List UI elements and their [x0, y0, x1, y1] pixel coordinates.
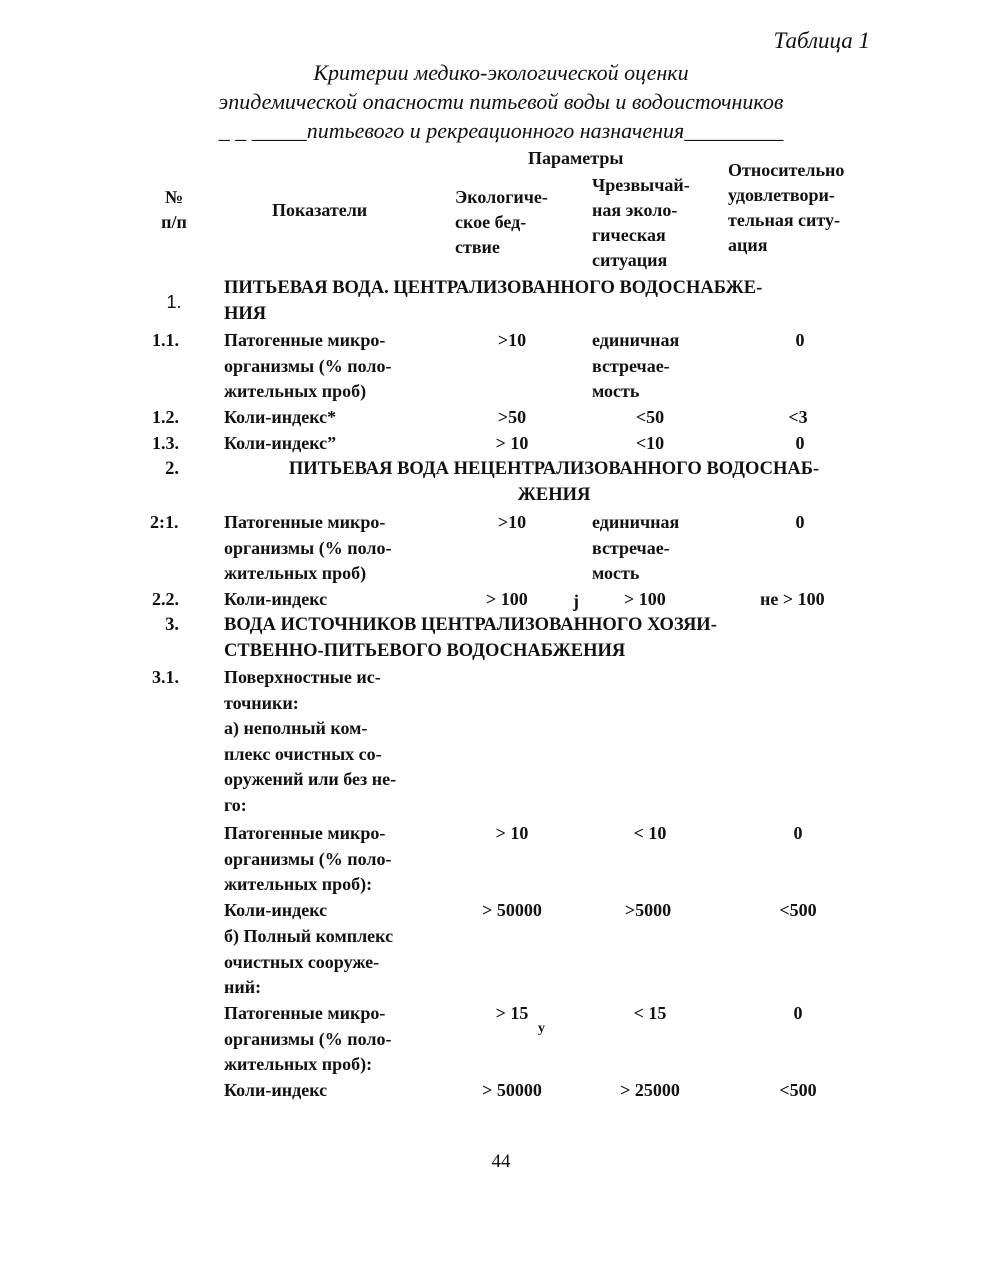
section-title: ПИТЬЕВАЯ ВОДА НЕЦЕНТРАЛИЗОВАННОГО ВОДОСНАБ- ЖЕНИЯ: [288, 459, 820, 505]
value-emergency: >5000: [624, 900, 672, 920]
value-ecological-disaster: > 50000: [482, 900, 542, 920]
caption-line-1: Критерии медико-экологической оценки: [313, 60, 689, 85]
value-emergency: <10: [635, 433, 665, 453]
row-label: Коли-индекс: [224, 1080, 328, 1100]
value-emergency: единичная встречае- мость: [592, 512, 680, 583]
row-label: Коли-индекс”: [224, 433, 337, 453]
header-num: № п/п: [161, 187, 187, 232]
value-emergency: > 25000: [620, 1080, 680, 1100]
row-num: 1.1.: [152, 330, 179, 350]
value-satisfactory: 0: [795, 512, 805, 532]
value-ecological-disaster: > 10: [495, 433, 529, 453]
header-col1: Экологиче- ское бед- ствие: [455, 187, 548, 257]
value-emergency: < 10: [633, 823, 667, 843]
value-emergency: < 15: [633, 1003, 667, 1023]
value-ecological-disaster: > 10: [495, 823, 529, 843]
value-satisfactory: <500: [779, 1080, 817, 1100]
row-num: 3.1.: [152, 667, 179, 687]
row-label: Коли-индекс: [224, 900, 328, 920]
section-num: 2.: [165, 459, 179, 479]
row-num: 2.2.: [152, 589, 179, 609]
value-satisfactory: 0: [793, 823, 803, 843]
row-label: б) Полный комплекс очистных сооруже- ний:: [224, 926, 394, 997]
value-ecological-disaster: > 15: [495, 1003, 529, 1023]
value-emergency: единичная встречае- мость: [592, 330, 680, 401]
table-label: Таблица 1: [773, 28, 870, 53]
header-col3: Относительно удовлетвори- тельная ситу- ация: [728, 160, 845, 255]
row-label: Поверхностные ис- точники: а) неполный ком- плекс очистных со- оружений или без не- го:: [224, 667, 397, 815]
caption-line-3: _ _ _____питьевого и рекреационного назначения_________: [218, 118, 784, 143]
value-ecological-disaster: > 100: [486, 589, 528, 609]
value-satisfactory: 0: [795, 433, 805, 453]
row-num: 1.2.: [152, 407, 179, 427]
section-num: 1.: [166, 292, 182, 312]
caption-line-2: эпидемической опасности питьевой воды и водоисточников: [218, 89, 784, 114]
row-num: 2:1.: [150, 512, 179, 532]
value-ecological-disaster: >10: [497, 330, 527, 350]
row-label: Патогенные микро- организмы (% поло- жительных проб): [224, 330, 392, 401]
section-title: ПИТЬЕВАЯ ВОДА. ЦЕНТРАЛИЗОВАННОГО ВОДОСНАБЖЕ- НИЯ: [224, 278, 763, 324]
section-title: ВОДА ИСТОЧНИКОВ ЦЕНТРАЛИЗОВАННОГО ХОЗЯИ- СТВЕННО-ПИТЬЕВОГО ВОДОСНАБЖЕНИЯ: [224, 615, 717, 661]
value-ecological-disaster: >50: [497, 407, 527, 427]
value-ecological-disaster: >10: [497, 512, 527, 532]
value-satisfactory: <3: [788, 407, 808, 427]
row-label: Коли-индекс: [224, 589, 328, 609]
stray-mark: j: [573, 591, 579, 611]
header-col2: Чрезвычай- ная эколо- гическая ситуация: [592, 175, 690, 270]
value-satisfactory: 0: [793, 1003, 803, 1023]
row-num: 1.3.: [152, 433, 179, 453]
value-satisfactory: <500: [779, 900, 817, 920]
row-label: Патогенные микро- организмы (% поло- жительных проб):: [224, 1003, 392, 1074]
value-satisfactory: не > 100: [760, 589, 825, 609]
value-emergency: > 100: [624, 589, 666, 609]
value-satisfactory: 0: [795, 330, 805, 350]
row-label: Патогенные микро- организмы (% поло- жительных проб):: [224, 823, 392, 894]
header-params: Параметры: [528, 148, 624, 168]
row-label: Патогенные микро- организмы (% поло- жительных проб): [224, 512, 392, 583]
header-indicator: Показатели: [272, 200, 368, 220]
value-ecological-disaster: > 50000: [482, 1080, 542, 1100]
stray-mark: у: [538, 1021, 545, 1036]
row-label: Коли-индекс*: [224, 407, 337, 427]
section-num: 3.: [165, 615, 179, 635]
value-emergency: <50: [635, 407, 665, 427]
page-number: 44: [491, 1151, 511, 1172]
